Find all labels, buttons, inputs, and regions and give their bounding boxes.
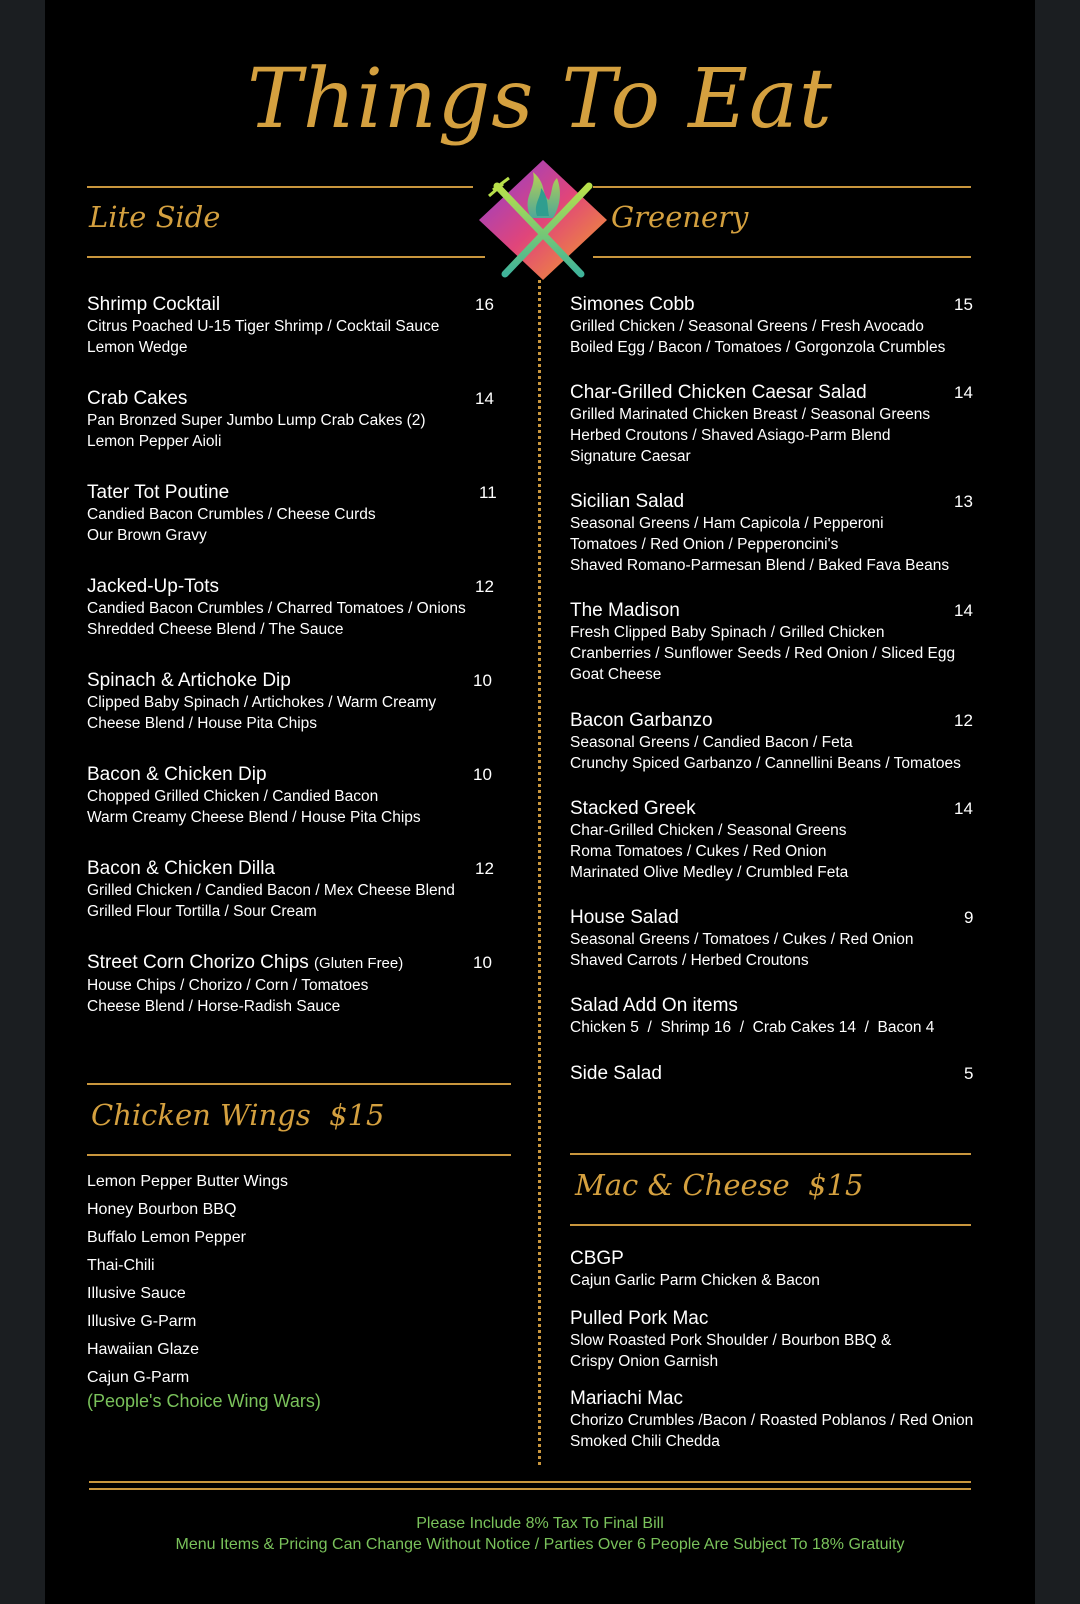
item-price: 14 [954,799,973,818]
item-price: 12 [475,859,494,878]
item-name: Stacked Greek [570,798,696,819]
item-name: Shrimp Cocktail [87,294,221,315]
menu-item [570,1307,990,1372]
item-desc: Citrus Poached U-15 Tiger Shrimp / Cocktail Sauce [87,318,440,335]
gratuity-notice: Menu Items & Pricing Can Change Without Notice / Parties Over 6 People Are Subject To 18% Gratuity [175,1536,905,1553]
item-name: Crab Cakes [87,388,188,409]
item-price: 10 [473,671,492,690]
item-price: 12 [475,577,494,596]
menu-item [570,599,980,685]
divider [89,1488,971,1490]
menu-item [87,857,493,922]
wing-wars-note: (People's Choice Wing Wars) [87,1391,321,1411]
item-desc: Seasonal Greens / Ham Capicola / Pepperoni [570,515,884,532]
item-desc: Cajun Garlic Parm Chicken & Bacon [570,1272,820,1289]
item-name: CBGP [570,1248,624,1269]
item-desc: Grilled Chicken / Candied Bacon / Mex Cheese Blend [87,882,455,899]
divider [593,186,971,188]
item-desc: Chopped Grilled Chicken / Candied Bacon [87,788,379,805]
divider [570,1224,971,1226]
menu-item [570,381,980,467]
item-desc: Goat Cheese [570,666,662,683]
menu-item [570,709,980,774]
item-desc: Our Brown Gravy [87,527,207,544]
column-divider [538,280,541,1465]
item-desc: Seasonal Greens / Tomatoes / Cukes / Red Onion [570,931,914,948]
item-name: The Madison [570,600,680,621]
item-price: 9 [964,908,974,927]
item-price: 14 [954,601,973,620]
menu-item [570,293,980,358]
divider [87,1154,511,1156]
item-desc: Cheese Blend / Horse-Radish Sauce [87,998,341,1015]
menu-item [570,1062,980,1085]
item-name: Salad Add On items [570,995,738,1016]
menu-title: Things To Eat [247,52,833,147]
divider [87,256,485,258]
divider [89,1481,971,1483]
mac-cheese-heading: Mac & Cheese $15 [575,1168,864,1202]
item-name-row [87,951,493,975]
item-price: 14 [954,383,973,402]
item-name: Spinach & Artichoke Dip [87,670,291,691]
item-desc: Lemon Pepper Aioli [87,433,222,450]
wing-flavor: Cajun G-Parm [87,1369,190,1386]
item-price: 11 [479,483,497,502]
wing-flavor: Honey Bourbon BBQ [87,1201,237,1218]
item-name: Street Corn Chorizo Chips [87,952,309,973]
menu-item [570,797,980,883]
item-desc: Fresh Clipped Baby Spinach / Grilled Chicken [570,624,885,641]
item-desc: Shredded Cheese Blend / The Sauce [87,621,344,638]
item-price: 5 [964,1064,974,1083]
item-desc: Pan Bronzed Super Jumbo Lump Crab Cakes (2) [87,412,426,429]
wing-flavor: Hawaiian Glaze [87,1341,200,1358]
divider [570,1153,971,1155]
item-desc: Crispy Onion Garnish [570,1353,719,1370]
item-desc: Herbed Croutons / Shaved Asiago-Parm Blend [570,427,891,444]
item-desc: Lemon Wedge [87,339,188,356]
item-name: Pulled Pork Mac [570,1308,709,1329]
item-desc: Char-Grilled Chicken / Seasonal Greens [570,822,847,839]
item-name: Side Salad [570,1063,662,1084]
menu-item [570,490,980,576]
item-name: Bacon Garbanzo [570,710,713,731]
item-desc: Tomatoes / Red Onion / Pepperoncini's [570,536,839,553]
item-name: House Salad [570,907,679,928]
item-desc: Warm Creamy Cheese Blend / House Pita Chips [87,809,421,826]
item-desc: Candied Bacon Crumbles / Cheese Curds [87,506,376,523]
wing-flavor: Buffalo Lemon Pepper [87,1229,246,1246]
item-name: Sicilian Salad [570,491,685,512]
item-desc: Candied Bacon Crumbles / Charred Tomatoes / Onions [87,600,466,617]
item-price: 10 [473,953,492,972]
lite-side-heading: Lite Side [89,200,221,234]
item-desc: Seasonal Greens / Candied Bacon / Feta [570,734,853,751]
menu-item [570,1387,990,1452]
menu-page [45,0,1035,1604]
item-desc: Crunchy Spiced Garbanzo / Cannellini Beans / Tomatoes [570,755,961,772]
greenery-heading: Greenery [611,200,749,234]
tax-notice: Please Include 8% Tax To Final Bill [416,1515,664,1532]
wing-flavor: Illusive Sauce [87,1285,186,1302]
gluten-free-note: (Gluten Free) [314,955,404,972]
item-desc: Signature Caesar [570,448,691,465]
item-price: 14 [475,389,494,408]
menu-item [87,387,493,452]
item-desc: Chorizo Crumbles /Bacon / Roasted Poblanos / Red Onion [570,1412,974,1429]
divider [87,1083,511,1085]
menu-item [87,669,493,734]
menu-item [87,763,493,828]
item-name: Jacked-Up-Tots [87,576,219,597]
item-name: Bacon & Chicken Dilla [87,858,275,879]
item-price: 12 [954,711,973,730]
wing-flavor: Thai-Chili [87,1257,155,1274]
wing-flavor: Illusive G-Parm [87,1313,197,1330]
divider [87,186,473,188]
item-desc: Roma Tomatoes / Cukes / Red Onion [570,843,827,860]
item-desc: Shaved Carrots / Herbed Croutons [570,952,809,969]
menu-item [87,481,497,546]
item-desc: Clipped Baby Spinach / Artichokes / Warm Creamy [87,694,437,711]
item-desc: Grilled Flour Tortilla / Sour Cream [87,903,317,920]
item-desc: Chicken 5 / Shrimp 16 / Crab Cakes 14 / Bacon 4 [570,1019,935,1036]
item-desc: Cheese Blend / House Pita Chips [87,715,318,732]
item-name: Mariachi Mac [570,1388,683,1409]
divider [593,256,971,258]
item-price: 16 [475,295,494,314]
item-price: 15 [954,295,973,314]
chicken-wings-heading: Chicken Wings $15 [91,1098,385,1132]
item-price: 10 [473,765,492,784]
item-desc: Boiled Egg / Bacon / Tomatoes / Gorgonzola Crumbles [570,339,946,356]
item-name: Simones Cobb [570,294,695,315]
menu-item [570,994,980,1038]
item-name: Bacon & Chicken Dip [87,764,267,785]
item-desc: Marinated Olive Medley / Crumbled Feta [570,864,849,881]
item-desc: Slow Roasted Pork Shoulder / Bourbon BBQ & [570,1332,892,1349]
crossed-fork-knife-flame-icon [475,156,611,282]
item-desc: Shaved Romano-Parmesan Blend / Baked Fava Beans [570,557,950,574]
item-desc: House Chips / Chorizo / Corn / Tomatoes [87,977,369,994]
wing-flavor: Lemon Pepper Butter Wings [87,1173,288,1190]
menu-item [570,1247,990,1291]
item-desc: Cranberries / Sunflower Seeds / Red Onion / Sliced Egg [570,645,956,662]
item-desc: Smoked Chili Chedda [570,1433,720,1450]
item-name: Char-Grilled Chicken Caesar Salad [570,382,867,403]
menu-item [87,575,507,640]
menu-item [87,951,493,1017]
menu-item [570,906,980,971]
item-desc: Grilled Marinated Chicken Breast / Seasonal Greens [570,406,931,423]
item-name: Tater Tot Poutine [87,482,230,503]
menu-item [87,293,493,358]
item-desc: Grilled Chicken / Seasonal Greens / Fresh Avocado [570,318,924,335]
item-price: 13 [954,492,973,511]
